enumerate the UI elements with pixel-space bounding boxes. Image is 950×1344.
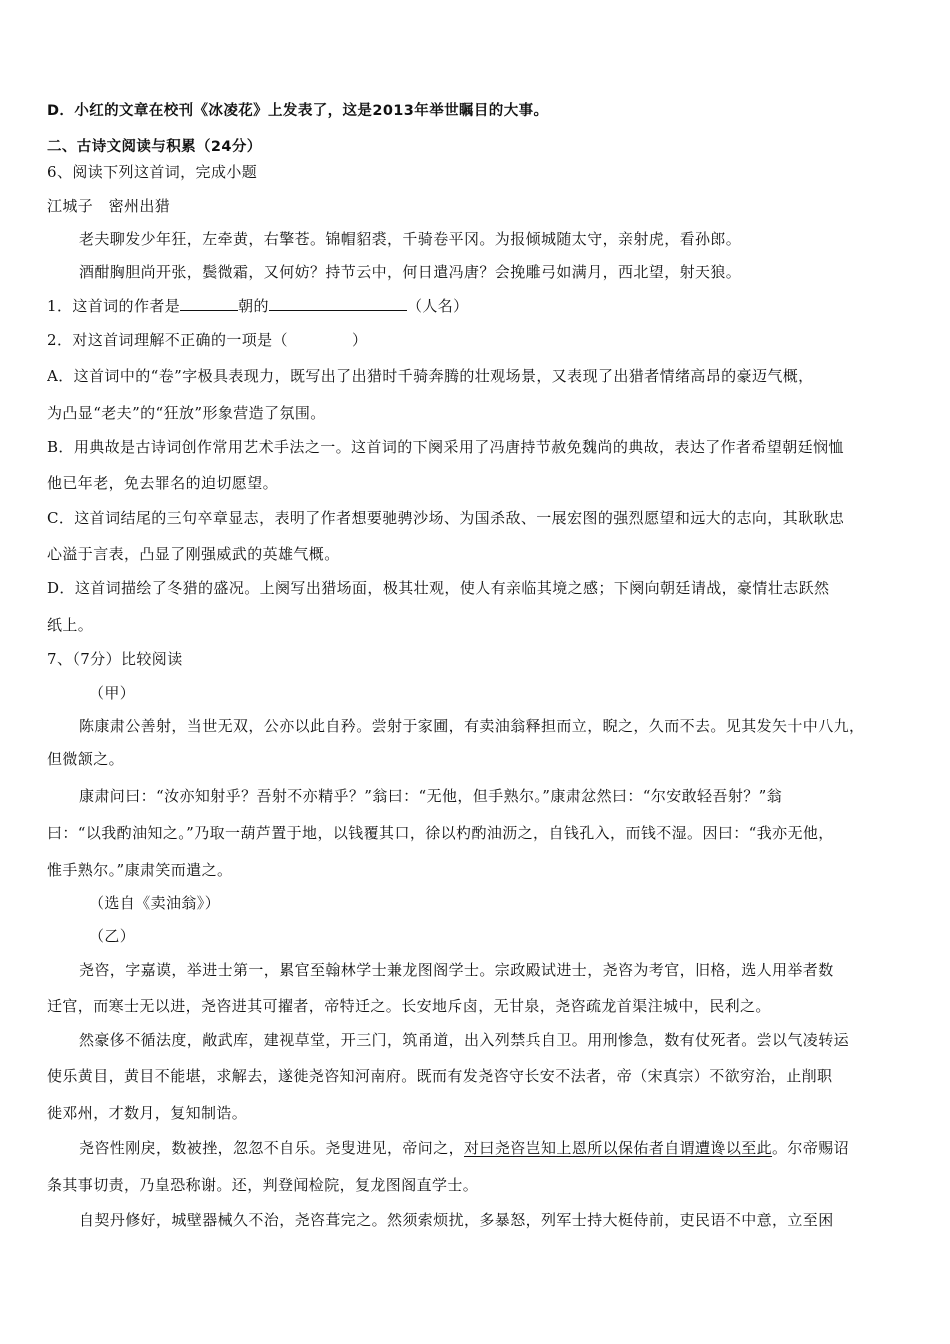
question-6-1 (47, 296, 910, 316)
passage-jia-p2-line-1: 康肃问曰：“汝亦知射乎？吾射不亦精乎？”翁曰：“无他，但手熟尔。”康肃忿然曰：“尔安敢轻吾射？”翁 (79, 787, 783, 805)
question-6-2 (47, 330, 910, 350)
passage-jia-p2-line-2: 曰：“以我酌油知之。”乃取一葫芦置于地，以钱覆其口，徐以杓酌油沥之，自钱孔入，而钱不湿。因曰：“我亦无他， (47, 824, 834, 842)
question-6-title: 6、阅读下列这首词，完成小题 (47, 163, 258, 181)
poem-line-1: 老夫聊发少年狂，左牵黄，右擎苍。锦帽貂裘，千骑卷平冈。为报倾城随太守，亲射虎，看孙郎。 (79, 230, 742, 248)
passage-yi-label: （乙） (89, 927, 136, 945)
option-c-line-1: C．这首词结尾的三句卒章显志，表明了作者想要驰骋沙场、为国杀敌、一展宏图的强烈愿望和远大的志向，其耿耿忠 (47, 509, 845, 527)
option-d2-line-1: D．这首词描绘了冬猎的盛况。上阕写出猎场面，极其壮观，使人有亲临其境之感；下阕向朝廷请战，豪情壮志跃然 (47, 579, 830, 597)
passage-jia-p1-line-1: 陈康肃公善射，当世无双，公亦以此自矜。尝射于家圃，有卖油翁释担而立，睨之，久而不去。见其发矢十中八九， (79, 717, 865, 735)
poem-title: 江城子 密州出猎 (47, 197, 171, 215)
p3-text-c: 。尔帝赐诏 (772, 1139, 850, 1157)
passage-yi-p2-line-1: 然豪侈不循法度，敞武库，建视草堂，开三门，筑甬道，出入列禁兵自卫。用刑惨急，数有仗死者。尝以气凌转运 (79, 1031, 850, 1049)
passage-jia-p1-line-2: 但微颔之。 (47, 750, 125, 768)
p3-text-a: 尧咨性刚戾，数被挫，忽忽不自乐。尧叟进见，帝问之， (79, 1139, 465, 1157)
passage-yi-p1-line-2: 迁官，而寒士无以进，尧咨进其可擢者，帝特迁之。长安地斥卤，无甘泉，尧咨疏龙首渠注城中，民利之。 (47, 997, 771, 1015)
underlined-sentence: 对曰尧咨岂知上恩所以保佑者自谓遭谗以至此 (464, 1139, 773, 1157)
passage-yi-p4-line-1: 自契丹修好，城壁器械久不治，尧咨葺完之。然须索烦扰，多暴怒，列军士持大梃侍前，吏民语不中意，立至困 (79, 1211, 834, 1229)
passage-yi-p2-line-2: 使乐黄目，黄目不能堪，求解去，遂徙尧咨知河南府。既而有发尧咨守长安不法者，帝（宋真宗）不欲穷治，止削职 (47, 1067, 833, 1085)
passage-jia-p2-line-3: 惟手熟尔。”康肃笑而遣之。 (47, 861, 233, 879)
question-7-title: 7、（7分）比较阅读 (47, 650, 183, 668)
passage-yi-p1-line-1: 尧咨，字嘉谟，举进士第一，累官至翰林学士兼龙图阁学士。宗政殿试进士，尧咨为考官，旧格，选人用举者数 (79, 961, 834, 979)
passage-jia-label: （甲） (89, 684, 136, 702)
passage-yi-p3-line-1 (79, 1138, 910, 1158)
passage-yi-p3-line-2: 条其事切责，乃皇恐称谢。还，判登闻检院，复龙图阁直学士。 (47, 1176, 479, 1194)
option-b-line-2: 他已年老，免去罪名的迫切愿望。 (47, 474, 279, 492)
passage-yi-p2-line-3: 徙邓州，才数月，复知制诰。 (47, 1104, 248, 1122)
option-d2-line-2: 纸上。 (47, 616, 94, 634)
option-b-line-1: B．用典故是古诗词创作常用艺术手法之一。这首词的下阕采用了冯唐持节赦免魏尚的典故，表达了作者希望朝廷悯恤 (47, 438, 844, 456)
q62-suffix: ） (351, 331, 368, 349)
q61-suffix: （人名） (406, 297, 469, 315)
answer-blank-dynasty[interactable] (180, 296, 238, 311)
q62-prefix: 2．对这首词理解不正确的一项是（ (47, 331, 288, 349)
option-a-line-1: A．这首词中的“卷”字极具表现力，既写出了出猎时千骑奔腾的壮观场景，又表现了出猎者情绪高昂的豪迈气概， (47, 367, 814, 385)
answer-blank-author[interactable] (269, 296, 407, 311)
passage-jia-source: （选自《卖油翁》） (89, 894, 221, 912)
option-d-line: D．小红的文章在校刊《冰凌花》上发表了，这是2013年举世瞩目的大事。 (47, 103, 549, 119)
q61-prefix: 1．这首词的作者是 (47, 297, 181, 315)
option-c-line-2: 心溢于言表，凸显了刚强威武的英雄气概。 (47, 545, 340, 563)
q61-mid: 朝的 (238, 297, 269, 315)
section-heading: 二、古诗文阅读与积累（24分） (47, 139, 262, 155)
option-a-line-2: 为凸显“老夫”的“狂放”形象营造了氛围。 (47, 404, 326, 422)
poem-line-2: 酒酣胸胆尚开张，鬓微霜，又何妨？持节云中，何日遣冯唐？会挽雕弓如满月，西北望，射天狼。 (79, 263, 742, 281)
